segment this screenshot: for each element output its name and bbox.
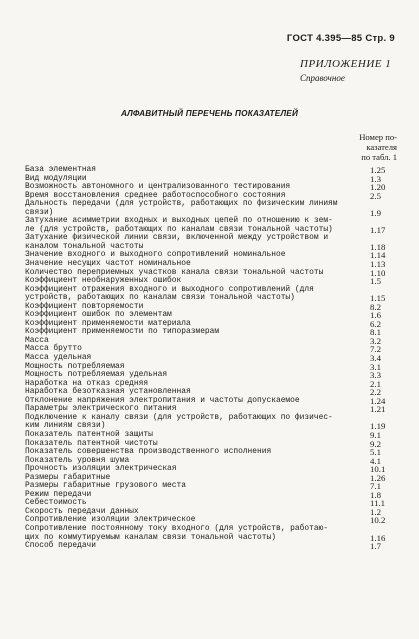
indicator-name: Параметры электрического питания: [25, 404, 177, 414]
indicator-number: 1.9: [370, 207, 381, 218]
list-item: [25, 217, 397, 234]
indicator-name: Наработка на отказ средняя: [25, 378, 149, 388]
list-item: [25, 234, 397, 251]
column-header-line: Номер по-: [359, 132, 397, 142]
indicator-name: Показатель патентной защиты: [25, 429, 153, 439]
indicator-name: Значение несущих частот номинальное: [25, 259, 191, 269]
indicator-name: Мощность потребляемая: [25, 361, 125, 371]
indicator-number: 1.5: [370, 276, 381, 287]
indicator-number: 1.2: [370, 506, 381, 517]
list-item: [25, 525, 397, 542]
indicator-number: 9.2: [370, 438, 381, 449]
column-header: [337, 132, 397, 162]
indicator-name: Показатель уровня шума: [25, 455, 130, 465]
indicator-name: Возможность автономного и централизованного тестирования: [25, 182, 291, 192]
indicator-name: Мощность потребляемая удельная: [25, 370, 168, 380]
indicator-number: 1.6: [370, 310, 381, 321]
indicator-name: Затухание асимметрии входных и выходных цепей по отношению к зем- ле (для устройств, работающих по каналам связи тональной частоты): [25, 216, 333, 234]
indicator-name: Подключение к каналу связи (для устройств, работающих по физичес- ким линиям связи): [25, 412, 333, 431]
list-item: [25, 286, 397, 303]
indicator-name: Отклонение напряжения электропитания и частоты допускаемое: [25, 395, 300, 405]
indicator-name: Способ передачи: [25, 541, 97, 551]
indicator-number: 1.21: [370, 404, 386, 415]
indicator-number: 1.7: [370, 541, 381, 552]
appendix-title: ПРИЛОЖЕНИЕ 1: [300, 58, 392, 70]
indicator-number: 2.1: [370, 378, 381, 389]
indicator-name: Время восстановления среднее работоспособного состояния: [25, 190, 286, 200]
indicator-number: 1.14: [370, 250, 386, 261]
indicator-number: 1.17: [370, 224, 386, 235]
indicator-number: 1.24: [370, 395, 386, 406]
indicator-name: Коэффициент применяемости по типоразмерам: [25, 327, 220, 337]
indicator-name: Скорость передачи данных: [25, 506, 139, 516]
page-header: ГОСТ 4.395—85 Стр. 9: [286, 33, 395, 44]
indicator-number: 1.20: [370, 182, 386, 193]
indicator-number: 1.19: [370, 421, 386, 432]
appendix-subtitle: Справочное: [300, 73, 345, 83]
indicator-name: Масса: [25, 335, 49, 345]
indicator-name: Показатель совершенства производственного исполнения: [25, 447, 272, 457]
indicator-number: 1.3: [370, 173, 381, 184]
indicator-name: Себестоимость: [25, 498, 87, 508]
indicator-number: 1.18: [370, 241, 386, 252]
indicator-name: Прочность изоляции электрическая: [25, 464, 177, 474]
indicator-number: 1.25: [370, 165, 386, 175]
indicator-number: 3.2: [370, 335, 381, 346]
indicator-name: Коэффициент необнаруженных ошибок: [25, 276, 182, 286]
indicator-number: 9.1: [370, 429, 381, 440]
indicator-name: Затухание физической линии связи, включенной между устройством и каналом тональной частоты: [25, 233, 329, 251]
indicator-name: Сопротивление постоянному току входного (для устройств, работаю- щих по коммутируемым каналам связи тональной частоты): [25, 523, 329, 542]
indicator-number: 1.13: [370, 259, 386, 270]
indicator-name: Значение входного и выходного сопротивлений номинальное: [25, 250, 286, 260]
indicator-name: Режим передачи: [25, 489, 92, 499]
indicator-list: [25, 166, 397, 551]
indicator-number: 6.2: [370, 318, 381, 329]
indicator-name: Коэффициент отражения входного и выходного сопротивлений (для устройств, работающих по каналам связи тональной частоты): [25, 284, 314, 303]
indicator-name: База элементная: [25, 165, 97, 174]
indicator-number: 1.8: [370, 489, 381, 500]
list-item: [25, 328, 397, 337]
indicator-number: 2.2: [370, 387, 381, 398]
document-title: АЛФАВИТНЫЙ ПЕРЕЧЕНЬ ПОКАЗАТЕЛЕЙ: [120, 109, 299, 118]
indicator-number: 4.1: [370, 455, 381, 466]
indicator-number: 7.2: [370, 344, 381, 355]
indicator-number: 10.2: [370, 515, 386, 526]
column-header-line: по табл. 1: [361, 152, 397, 162]
indicator-name: Коэффициент повторяемости: [25, 301, 144, 311]
list-item: [25, 542, 397, 551]
indicator-name: Размеры габаритные грузового места: [25, 481, 186, 491]
indicator-name: Дальность передачи (для устройств, работающих по физическим линиям связи): [25, 199, 338, 217]
indicator-number: 3.4: [370, 353, 381, 364]
indicator-number: 11.1: [370, 498, 386, 509]
indicator-number: 3.3: [370, 370, 381, 381]
column-header-line: казателя: [366, 142, 397, 152]
indicator-name: Размеры габаритные: [25, 472, 111, 482]
indicator-name: Сопротивление изоляции электрическое: [25, 515, 196, 525]
indicator-number: 7.1: [370, 481, 381, 492]
indicator-number: 1.26: [370, 472, 386, 483]
list-item: [25, 200, 397, 217]
indicator-name: Масса удельная: [25, 353, 92, 363]
indicator-name: Масса брутто: [25, 344, 82, 354]
indicator-name: Коэффициент применяемости материала: [25, 318, 191, 328]
indicator-name: Наработка безотказная установленная: [25, 387, 191, 397]
indicator-number: 5.1: [370, 447, 381, 458]
indicator-number: 3.1: [370, 361, 381, 372]
list-item: [25, 414, 397, 431]
indicator-name: Количество переприемных участков канала связи тональной частоты: [25, 267, 324, 277]
indicator-name: Вид модуляции: [25, 173, 87, 183]
indicator-name: Коэффициент ошибок по элементам: [25, 310, 172, 320]
indicator-number: 10.1: [370, 464, 386, 475]
indicator-number: 1.16: [370, 532, 386, 543]
indicator-number: 1.10: [370, 267, 386, 278]
indicator-number: 1.15: [370, 293, 386, 304]
indicator-number: 8.1: [370, 327, 381, 338]
indicator-name: Показатель патентной чистоты: [25, 438, 158, 448]
indicator-number: 8.2: [370, 301, 381, 312]
indicator-number: 2.5: [370, 190, 381, 201]
